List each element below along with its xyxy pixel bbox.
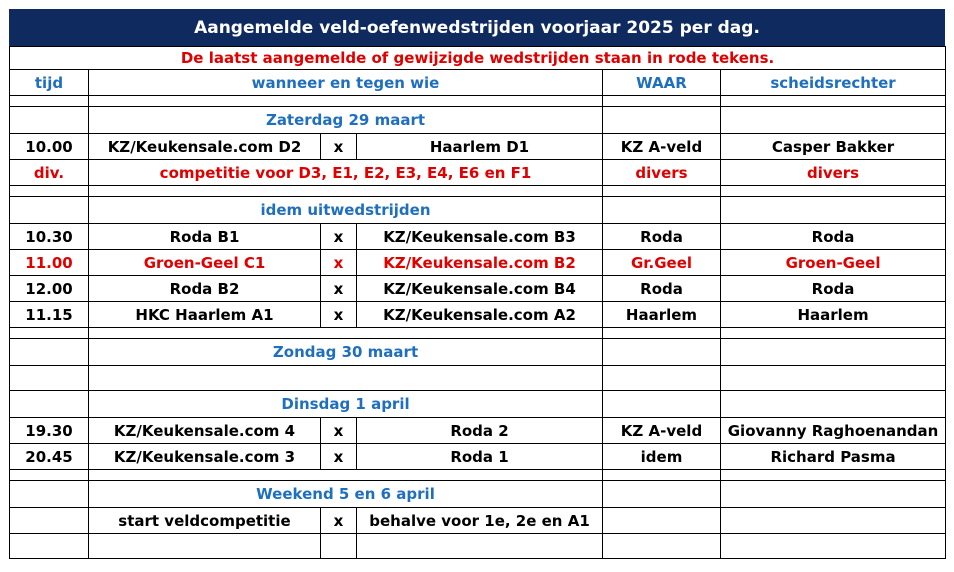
spacer-row: [10, 96, 946, 107]
spreadsheet: [9, 9, 945, 559]
cell-away: Roda 2: [357, 418, 603, 444]
cell-tijd: 10.30: [10, 224, 89, 250]
schedule-table: [9, 46, 946, 559]
header-row: [10, 70, 946, 96]
cell-waar: Roda: [603, 224, 721, 250]
page-title: Aangemelde veld-oefenwedstrijden voorjaar 2025 per dag.: [9, 9, 945, 46]
cell-waar: Roda: [603, 276, 721, 302]
cell-scheids: [721, 508, 946, 534]
cell-x: x: [321, 134, 357, 160]
section-row: [10, 107, 946, 134]
cell-away: KZ/Keukensale.com B3: [357, 224, 603, 250]
cell-scheids: Roda: [721, 224, 946, 250]
section-weekend: Weekend 5 en 6 april: [89, 481, 603, 508]
table-row: [10, 134, 946, 160]
cell-home: KZ/Keukensale.com D2: [89, 134, 321, 160]
cell-scheids: Casper Bakker: [721, 134, 946, 160]
cell-waar: divers: [603, 160, 721, 186]
table-row: [10, 250, 946, 276]
cell-home: HKC Haarlem A1: [89, 302, 321, 328]
cell-tijd: div.: [10, 160, 89, 186]
cell-tijd: 20.45: [10, 444, 89, 470]
cell-x: x: [321, 302, 357, 328]
spacer-row: [10, 328, 946, 339]
cell-tijd: [10, 508, 89, 534]
cell-home: start veldcompetitie: [89, 508, 321, 534]
cell-x: x: [321, 276, 357, 302]
cell-scheids: Richard Pasma: [721, 444, 946, 470]
cell-away: KZ/Keukensale.com A2: [357, 302, 603, 328]
cell-tijd: 11.00: [10, 250, 89, 276]
cell-away: KZ/Keukensale.com B4: [357, 276, 603, 302]
cell-away: Roda 1: [357, 444, 603, 470]
header-scheids: scheidsrechter: [721, 70, 946, 96]
section-zaterdag: Zaterdag 29 maart: [89, 107, 603, 134]
table-row: [10, 160, 946, 186]
cell-tijd: 10.00: [10, 134, 89, 160]
table-row: [10, 224, 946, 250]
cell-away: Haarlem D1: [357, 134, 603, 160]
table-row: [10, 508, 946, 534]
cell-scheids: divers: [721, 160, 946, 186]
cell-x: x: [321, 508, 357, 534]
cell-scheids: Haarlem: [721, 302, 946, 328]
cell-waar: Gr.Geel: [603, 250, 721, 276]
section-row: [10, 391, 946, 418]
cell-x: x: [321, 250, 357, 276]
cell-scheids: Giovanny Raghoenandan: [721, 418, 946, 444]
cell-waar: KZ A-veld: [603, 418, 721, 444]
table-row: [10, 302, 946, 328]
cell-home: KZ/Keukensale.com 4: [89, 418, 321, 444]
note-row: [10, 47, 946, 70]
section-zondag: Zondag 30 maart: [89, 339, 603, 366]
table-row: [10, 276, 946, 302]
section-row: [10, 339, 946, 366]
cell-waar: [603, 508, 721, 534]
section-row: [10, 197, 946, 224]
cell-x: x: [321, 444, 357, 470]
empty-row: [10, 366, 946, 391]
empty-row: [10, 534, 946, 559]
cell-scheids: Groen-Geel: [721, 250, 946, 276]
header-waar: WAAR: [603, 70, 721, 96]
cell-x: x: [321, 224, 357, 250]
cell-x: x: [321, 418, 357, 444]
table-row: [10, 418, 946, 444]
cell-home: KZ/Keukensale.com 3: [89, 444, 321, 470]
cell-div-text: competitie voor D3, E1, E2, E3, E4, E6 en F1: [89, 160, 603, 186]
cell-home: Groen-Geel C1: [89, 250, 321, 276]
section-idem: idem uitwedstrijden: [89, 197, 603, 224]
spacer-row: [10, 186, 946, 197]
section-row: [10, 481, 946, 508]
cell-waar: KZ A-veld: [603, 134, 721, 160]
cell-tijd: 11.15: [10, 302, 89, 328]
table-row: [10, 444, 946, 470]
note-text: De laatst aangemelde of gewijzigde wedstrijden staan in rode tekens.: [10, 47, 946, 70]
cell-tijd: 19.30: [10, 418, 89, 444]
header-wanneer: wanneer en tegen wie: [89, 70, 603, 96]
cell-waar: Haarlem: [603, 302, 721, 328]
cell-away: behalve voor 1e, 2e en A1: [357, 508, 603, 534]
spacer-row: [10, 470, 946, 481]
cell-waar: idem: [603, 444, 721, 470]
cell-tijd: 12.00: [10, 276, 89, 302]
cell-home: Roda B1: [89, 224, 321, 250]
cell-home: Roda B2: [89, 276, 321, 302]
header-tijd: tijd: [10, 70, 89, 96]
cell-scheids: Roda: [721, 276, 946, 302]
cell-away: KZ/Keukensale.com B2: [357, 250, 603, 276]
section-dinsdag: Dinsdag 1 april: [89, 391, 603, 418]
